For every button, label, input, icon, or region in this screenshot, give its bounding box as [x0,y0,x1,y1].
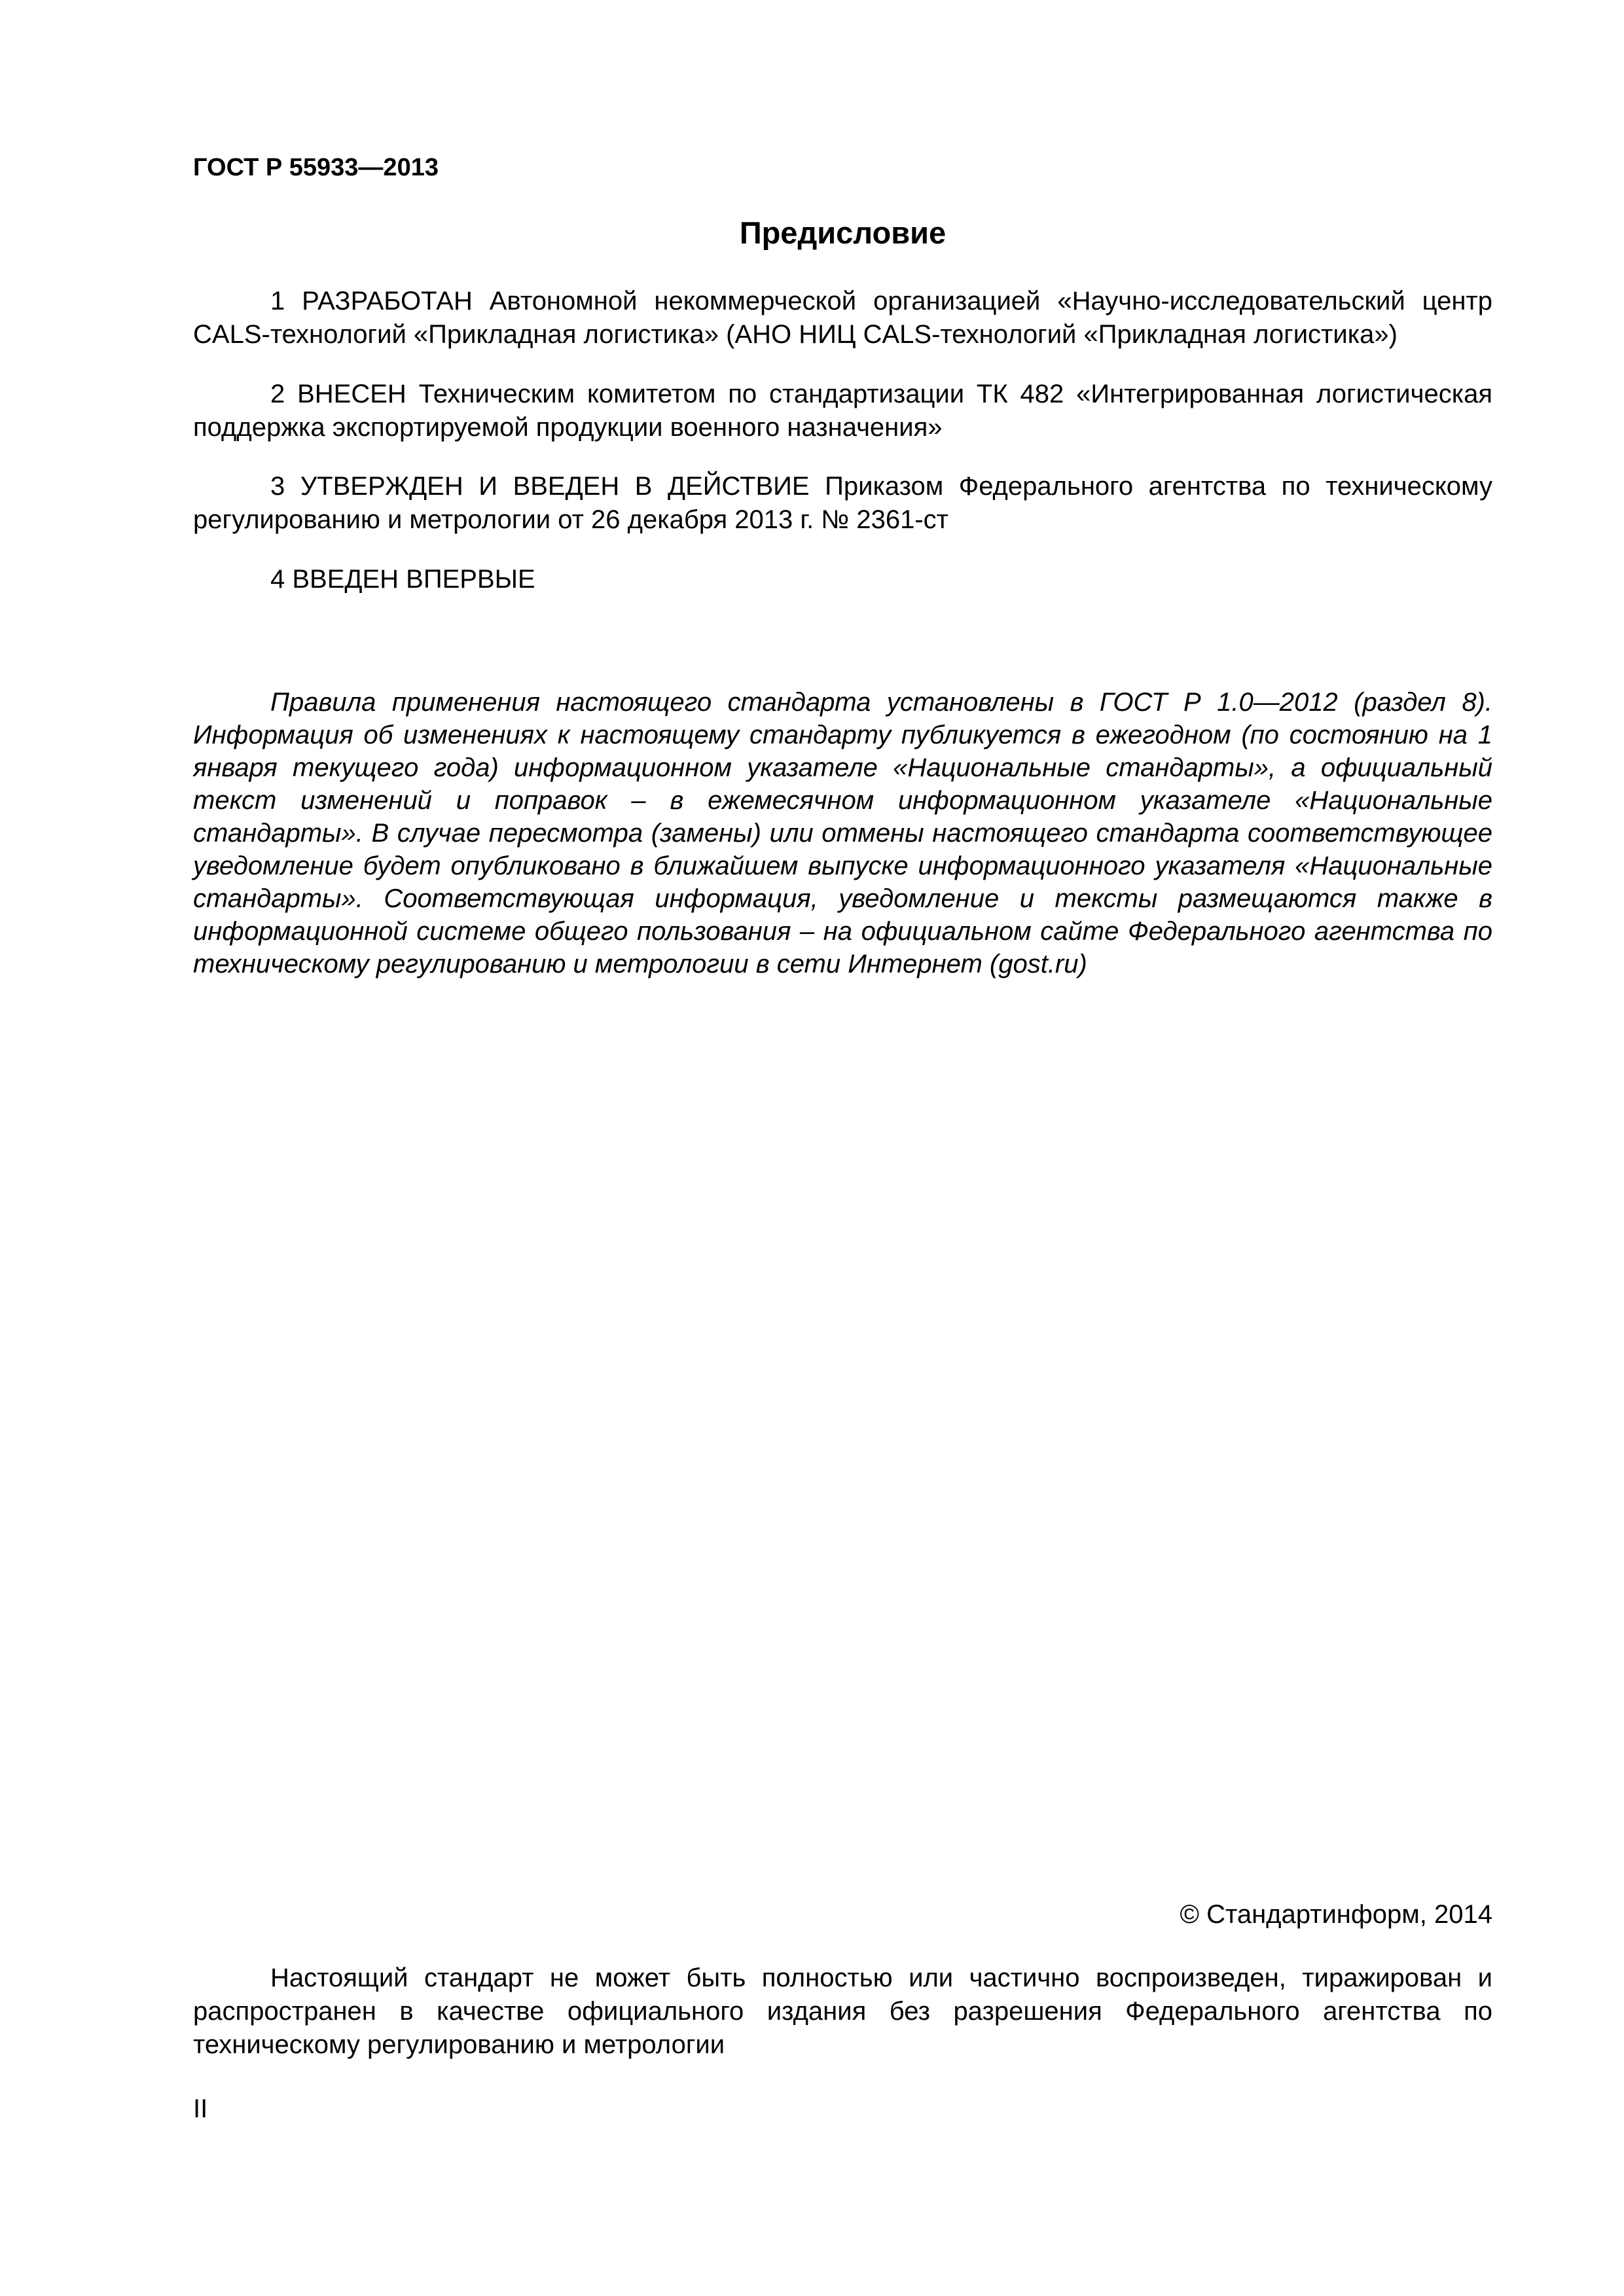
preface-item-first-introduced: 4 ВВЕДЕН ВПЕРВЫЕ [270,565,535,594]
reproduction-rights-notice: Настоящий стандарт не может быть полностью или частично воспроизведен, тиражирован и распространен в качестве официального издания без разрешения Федерального агентства по техническому регулированию и метрологии [193,1964,1492,2059]
copyright-notice: © Стандартинформ, 2014 [1180,1900,1492,1929]
application-rules-notice: Правила применения настоящего стандарта установлены в ГОСТ Р 1.0—2012 (раздел 8). Информация об изменениях к настоящему стандарту публикуется в ежегодном (по состоянию на 1 января текущего года) информационном указателе «Национальные стандарты», а официальный текст изменений и поправок – в ежемесячном информационном указателе «Национальные стандарты». В случае пересмотра (замены) или отмены настоящего стандарта соответствующее уведомление будет опубликовано в ближайшем выпуске информационного указателя «Национальные стандарты». Соответствующая информация, уведомление и тексты размещаются также в информационной системе общего пользования – на официальном сайте Федерального агентства по техническому регулированию и метрологии в сети Интернет (gost.ru) [193,688,1492,978]
preface-item-approved: 3 УТВЕРЖДЕН И ВВЕДЕН В ДЕЙСТВИЕ Приказом Федерального агентства по техническому регулированию и метрологии от 26 декабря 2013 г. № 2361-ст [193,472,1492,534]
page-number: II [193,2094,208,2123]
preface-item-developed: 1 РАЗРАБОТАН Автономной некоммерческой организацией «Научно-исследовательский центр CALS-технологий «Прикладная логистика» (АНО НИЦ CALS-технологий «Прикладная логистика») [193,287,1492,349]
preface-title: Предисловие [739,215,947,250]
document-code: ГОСТ Р 55933—2013 [193,154,439,181]
preface-item-introduced: 2 ВНЕСЕН Техническим комитетом по стандартизации ТК 482 «Интегрированная логистическая поддержка экспортируемой продукции военного назначения» [193,380,1492,442]
